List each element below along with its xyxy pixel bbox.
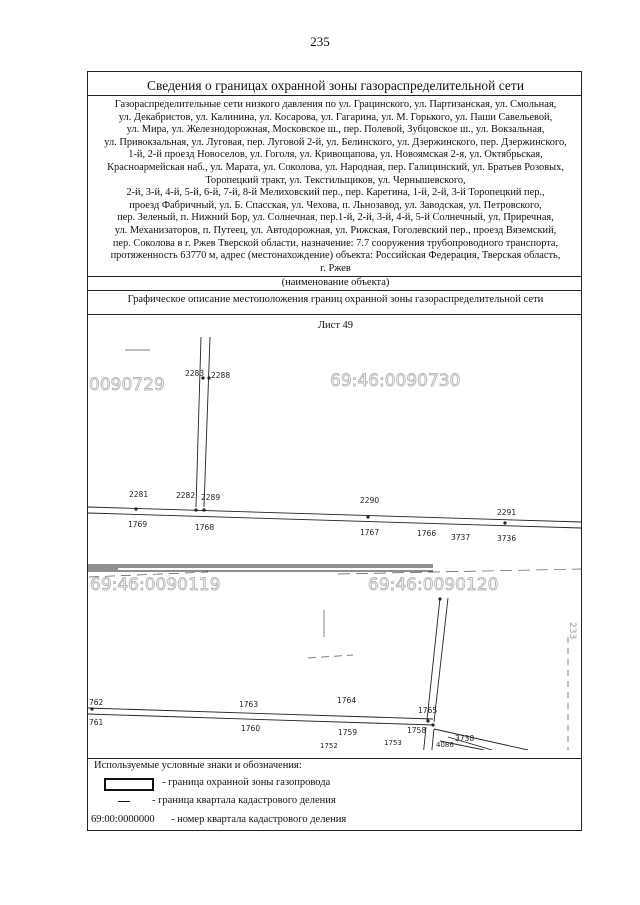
- point-label: 2281: [129, 490, 149, 499]
- legend-heading: Используемые условные знаки и обозначения:: [94, 760, 302, 771]
- point-label: 1764: [337, 696, 357, 705]
- object-name-caption: (наименование объекта): [281, 277, 390, 288]
- point-label: 2282: [176, 491, 196, 500]
- zone-boundary: [88, 714, 433, 725]
- point-label: 4086: [436, 741, 454, 749]
- boundary-vertex: [202, 508, 205, 511]
- description-line: 2-й, 3-й, 4-й, 5-й, 6-й, 7-й, 8-й Мелиховский пер., пер. Каретина, 1-й, 2-й, 3-й Торопецкий пер.,: [126, 187, 545, 199]
- description-line: Торопецкий тракт, ул. Текстильщиков, ул. Чернышевского,: [205, 174, 466, 186]
- description-line: ул. Декабристов, ул. Калинина, ул. Косарова, ул. Гагарина, ул. М. Горького, ул. Паши Савельевой,: [118, 111, 553, 123]
- divider: [88, 95, 581, 96]
- point-label: 761: [89, 718, 104, 727]
- description-line: ул. Привокзальная, ул. Луговая, пер. Луговой 2-й, ул. Белинского, ул. Дзержинского, пер. Дзержинского,: [104, 136, 567, 148]
- point-label: 1769: [128, 520, 148, 529]
- description-line: Газораспределительные сети низкого давления по ул. Грацинского, ул. Партизанская, ул. Смольная,: [114, 99, 557, 110]
- point-label: 1752: [320, 742, 338, 750]
- sheet-label: Лист 49: [317, 320, 354, 331]
- boundary-vertex: [438, 597, 441, 600]
- point-label: 762: [89, 698, 104, 707]
- divider: [88, 758, 581, 759]
- point-label: 1758: [407, 726, 427, 735]
- boundary-vertex: [90, 707, 93, 710]
- zone-boundary: [434, 598, 448, 722]
- point-label: 2291: [497, 508, 517, 517]
- legend-quarter-boundary-text: - граница квартала кадастрового деления: [152, 795, 336, 806]
- description-line: проезд Фабричный, ул. Б. Спасская, ул. Чехова, п. Льнозавод, ул. Заводская, ул. Петровского,: [129, 199, 542, 211]
- description-line: пер. Соколова в г. Ржев Тверской области, назначение: 7.7 сооружения трубопроводного транспорта,: [112, 237, 559, 249]
- cadastral-number-mid-left: 69:46:0090119: [90, 575, 221, 595]
- boundary-vertex: [503, 521, 506, 524]
- boundary-vertex: [366, 515, 369, 518]
- legend-zone-boundary-text: - граница охранной зоны газопровода: [162, 777, 331, 788]
- boundary-vertex: [431, 723, 434, 726]
- object-description: [98, 99, 573, 275]
- boundary-map: [88, 337, 581, 750]
- zone-boundary: [427, 598, 440, 720]
- description-line: протяженность 63770 м, адрес (местонахождение) объекта: Российская Федерация, Тверская область,: [110, 250, 561, 262]
- legend-quarter-boundary-symbol: [118, 801, 130, 802]
- legend-quarter-number-sample: 69:00:0000000: [91, 814, 155, 825]
- page-number: 235: [310, 34, 330, 49]
- quarter-boundary: [308, 655, 353, 658]
- point-label: 3738: [455, 734, 475, 743]
- divider: [88, 314, 581, 315]
- point-label: 2288: [211, 371, 231, 380]
- point-label: 3737: [451, 533, 471, 542]
- section-title: Сведения о границах охранной зоны газораспределительной сети: [146, 78, 525, 93]
- point-label: 1767: [360, 528, 380, 537]
- point-label: 1759: [338, 728, 358, 737]
- point-label: 2290: [360, 496, 380, 505]
- cadastral-number-top-right: 69:46:0090730: [330, 371, 461, 391]
- quarter-boundary: [338, 569, 581, 574]
- zone-boundary: [428, 729, 434, 750]
- point-label: 3736: [497, 534, 517, 543]
- boundary-vertex: [194, 508, 197, 511]
- point-label: 1753: [384, 739, 402, 747]
- cadastral-number-right-edge: 233: [567, 622, 577, 640]
- point-label: 1768: [195, 523, 215, 532]
- point-label: 1760: [241, 724, 261, 733]
- point-label: 1766: [417, 529, 437, 538]
- point-label: 2283: [185, 369, 205, 378]
- boundary-vertex: [426, 719, 429, 722]
- document-frame: [87, 71, 582, 831]
- legend-quarter-number-text: - номер квартала кадастрового деления: [171, 814, 347, 825]
- point-label: 2289: [201, 493, 221, 502]
- description-line: ул. Мира, ул. Железнодорожная, Московское ш., пер. Полевой, Зубцовское ш., ул. Вокзальная,: [126, 124, 545, 136]
- description-line: г. Ржев: [320, 262, 351, 274]
- description-line: Красноармейская наб., ул. Марата, ул. Соколова, ул. Народная, пер. Галицинский, ул. Братьев Розовых,: [107, 161, 564, 173]
- description-line: 1-й, 2-й проезд Новоселов, ул. Гоголя, ул. Кривощапова, ул. Новоямская 2-я, ул. Октябрьская,: [128, 149, 543, 161]
- zone-boundary: [196, 337, 201, 507]
- cadastral-number-top-left: 0090729: [89, 375, 165, 395]
- description-line: пер. Зеленый, п. Нижний Бор, ул. Солнечная, пер.1-й, 2-й, 3-й, 4-й, 5-й Солнечный, ул. Приречная,: [117, 212, 554, 224]
- point-label: 1763: [239, 700, 259, 709]
- point-label: 1765: [418, 706, 438, 715]
- description-line: ул. Механизаторов, п. Путеец, ул. Автодорожная, ул. Рижская, Гоголевский пер., проезд Вяземский,: [114, 224, 557, 236]
- zone-boundary: [204, 337, 210, 507]
- divider: [88, 290, 581, 291]
- zone-boundary: [88, 708, 433, 719]
- graphic-description-title: Графическое описание местоположения границ охранной зоны газораспределительной сети: [127, 294, 544, 305]
- legend-zone-boundary-symbol: [104, 778, 154, 791]
- cadastral-number-mid-right: 69:46:0090120: [368, 575, 499, 595]
- boundary-vertex: [134, 507, 137, 510]
